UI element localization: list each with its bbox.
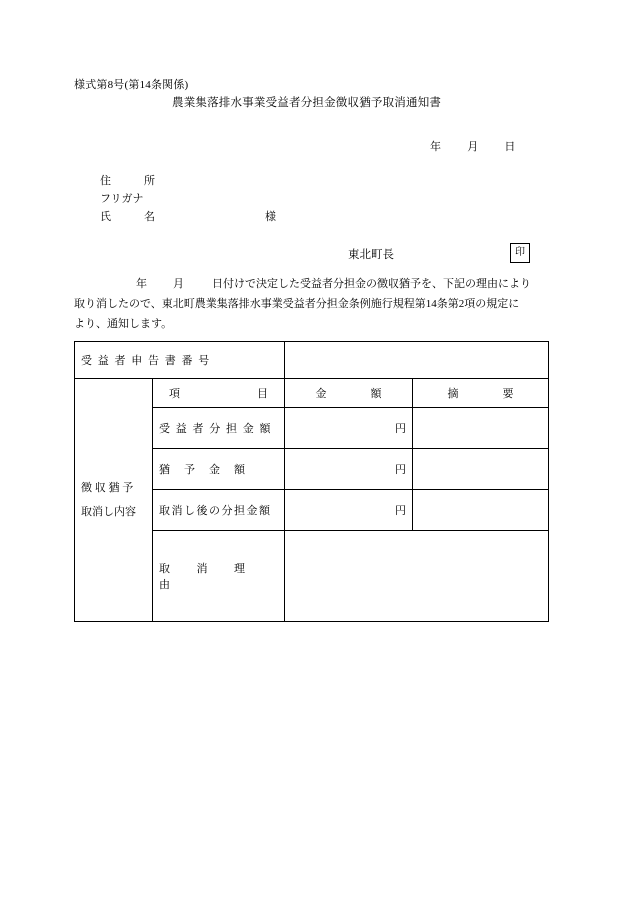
recipient-block xyxy=(100,172,276,226)
side-label-line2: 取消し内容 xyxy=(81,506,136,518)
row-remark-2[interactable] xyxy=(413,490,549,531)
recipient-name-row xyxy=(100,208,276,226)
table-row-column-headers xyxy=(75,379,549,408)
column-header-item: 項 目 xyxy=(153,379,285,408)
recipient-address-label: 住 所 xyxy=(100,175,155,187)
column-header-amount: 金 額 xyxy=(285,379,413,408)
declaration-no-label: 受 益 者 申 告 書 番 号 xyxy=(75,342,285,379)
row-remark-0[interactable] xyxy=(413,408,549,449)
recipient-furigana-row xyxy=(100,190,276,208)
body-month: 月 xyxy=(173,278,184,290)
side-label-line1: 徴 収 猶 予 xyxy=(81,482,134,494)
side-label-cell xyxy=(75,379,153,622)
date-line xyxy=(430,138,516,154)
document-title: 農業集落排水事業受益者分担金徴収猶予取消通知書 xyxy=(172,97,442,109)
declaration-no-value[interactable] xyxy=(285,342,549,379)
reason-label: 取 消 理 由 xyxy=(153,531,285,622)
reason-value[interactable] xyxy=(285,531,549,622)
column-header-remark: 摘 要 xyxy=(413,379,549,408)
body-year: 年 xyxy=(136,278,147,290)
row-item-label-2: 取消し後の分担金額 xyxy=(153,490,285,531)
recipient-address-row xyxy=(100,172,276,190)
recipient-name-label: 氏 名 xyxy=(100,211,155,223)
issuer-name: 東北町長 xyxy=(348,249,394,261)
row-amount-2[interactable]: 円 xyxy=(285,490,413,531)
seal-stamp-icon: 印 xyxy=(510,243,530,263)
recipient-furigana-label: フリガナ xyxy=(100,193,144,205)
form-number: 様式第8号(第14条関係) xyxy=(74,79,189,91)
date-year: 年 xyxy=(430,141,442,153)
date-day: 日 xyxy=(504,141,516,153)
notice-table xyxy=(74,341,549,622)
row-item-label-1: 猶 予 金 額 xyxy=(153,449,285,490)
recipient-honorific: 様 xyxy=(265,211,276,223)
body-line2: 取り消したので、東北町農業集落排水事業受益者分担金条例施行規程第14条第2項の規定に xyxy=(74,298,520,310)
body-line1: 日付けで決定した受益者分担金の徴収猶予を、下記の理由により xyxy=(212,278,531,290)
row-amount-0[interactable]: 円 xyxy=(285,408,413,449)
row-remark-1[interactable] xyxy=(413,449,549,490)
row-amount-1[interactable]: 円 xyxy=(285,449,413,490)
date-month: 月 xyxy=(467,141,479,153)
table-row-declaration-no xyxy=(75,342,549,379)
body-text xyxy=(74,274,548,334)
body-line3: より、通知します。 xyxy=(74,318,173,330)
row-item-label-0: 受 益 者 分 担 金 額 xyxy=(153,408,285,449)
